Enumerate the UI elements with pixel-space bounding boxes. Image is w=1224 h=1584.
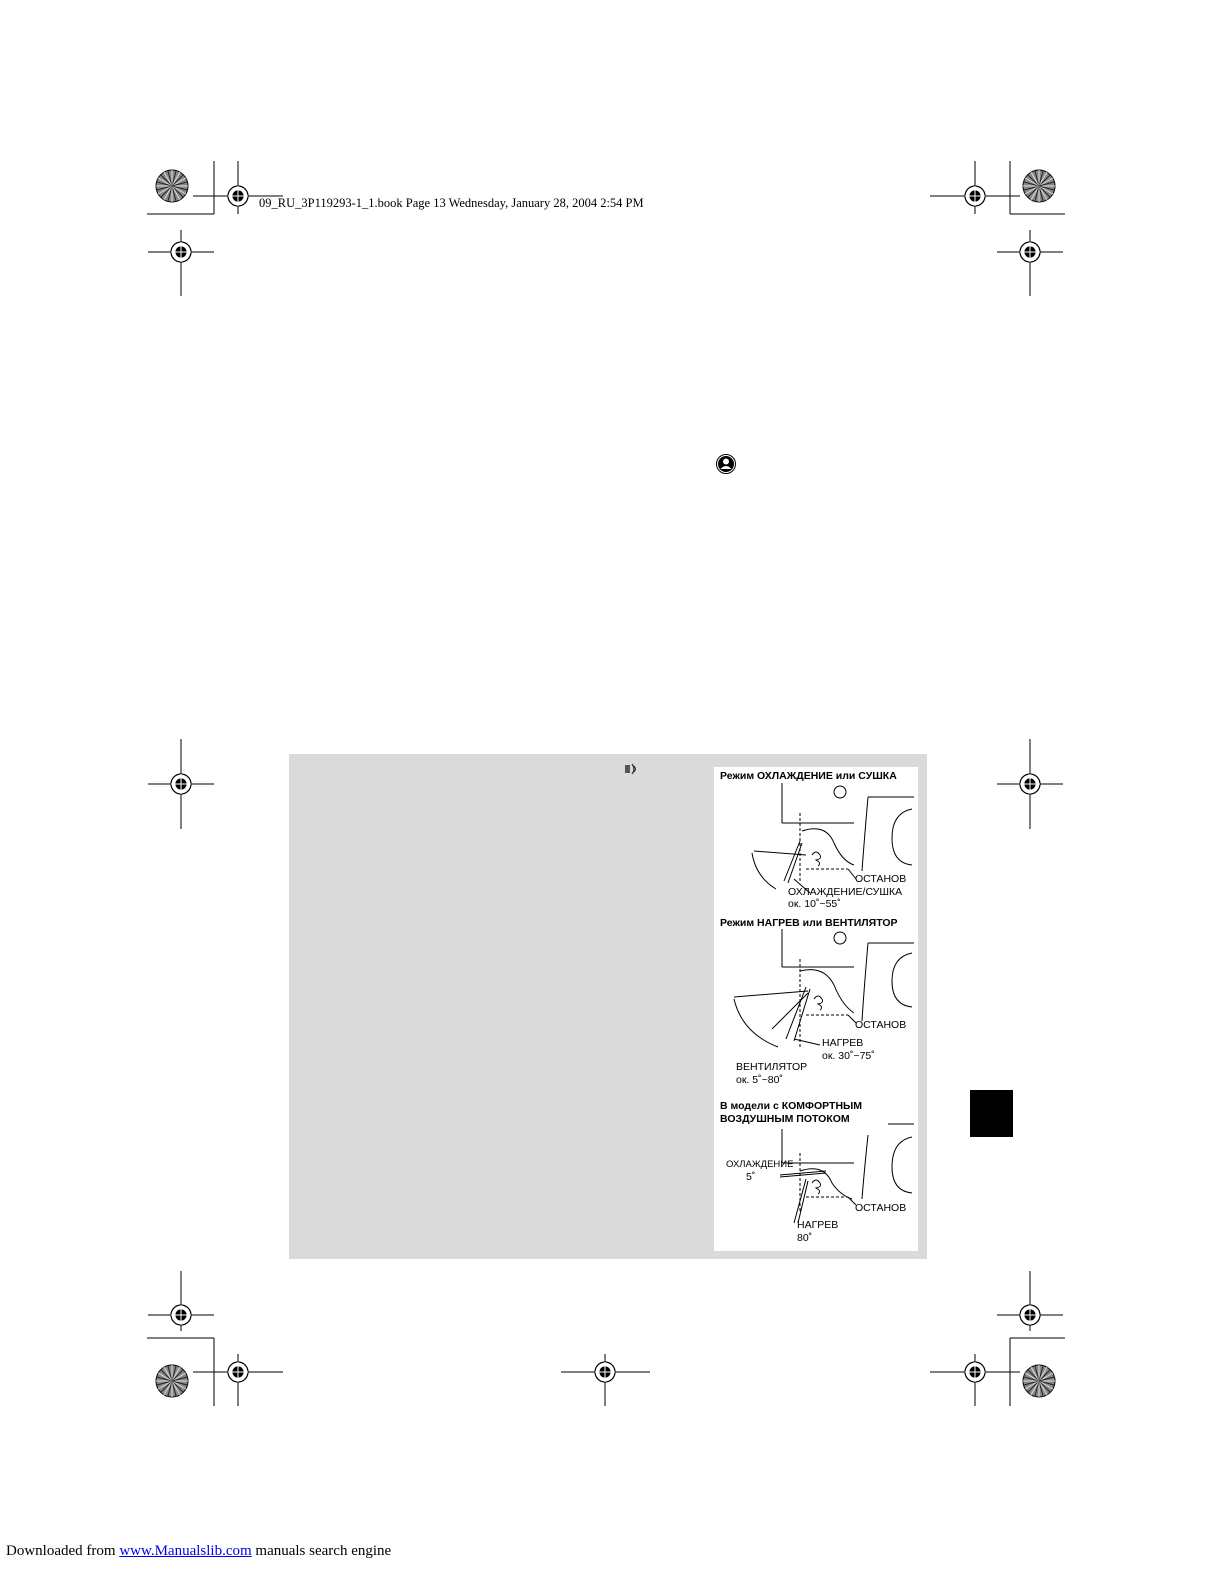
manualslib-link[interactable]: www.Manualslib.com: [119, 1543, 252, 1559]
header-file-info: 09_RU_3P119293-1_1.book Page 13 Wednesday, January 28, 2004 2:54 PM: [259, 196, 644, 210]
label-comfort-cool-angle: 5˚: [746, 1171, 756, 1183]
comfort-person-icon: [716, 454, 736, 474]
label-cool-dry-angle: ок. 10˚~55˚: [788, 898, 841, 910]
airflow-swing-icon: [623, 762, 639, 776]
label-cool-dry: ОХЛАЖДЕНИЕ/СУШКА: [788, 886, 903, 898]
chapter-tab: [970, 1090, 1013, 1137]
label-fan: ВЕНТИЛЯТОР: [736, 1061, 808, 1073]
figure-title-comfort-line2: ВОЗДУШНЫМ ПОТОКОМ: [720, 1113, 850, 1125]
label-stop-3: ОСТАНОВ: [855, 1202, 907, 1214]
label-comfort-heat: НАГРЕВ: [797, 1219, 839, 1231]
unit-diagram-heat-fan: [714, 929, 918, 1059]
label-fan-angle: ок. 5˚~80˚: [736, 1074, 783, 1086]
label-stop-1: ОСТАНОВ: [855, 873, 907, 885]
figure-title-cool-dry: Режим ОХЛАЖДЕНИЕ или СУШКА: [720, 770, 897, 782]
label-heat-angle: ок. 30˚~75˚: [822, 1050, 875, 1062]
footer-prefix: Downloaded from: [6, 1543, 116, 1559]
label-comfort-heat-angle: 80˚: [797, 1232, 813, 1244]
figure-title-comfort-line1: В модели с КОМФОРТНЫМ: [720, 1100, 863, 1112]
label-heat: НАГРЕВ: [822, 1037, 864, 1049]
label-comfort-cool: ОХЛАЖДЕНИЕ: [726, 1159, 794, 1170]
figure-title-heat-fan: Режим НАГРЕВ или ВЕНТИЛЯТОР: [720, 917, 898, 929]
label-stop-2: ОСТАНОВ: [855, 1019, 907, 1031]
footer-suffix: manuals search engine: [255, 1543, 392, 1559]
louver-angle-figure: [714, 767, 918, 1251]
footer: [6, 1543, 391, 1560]
